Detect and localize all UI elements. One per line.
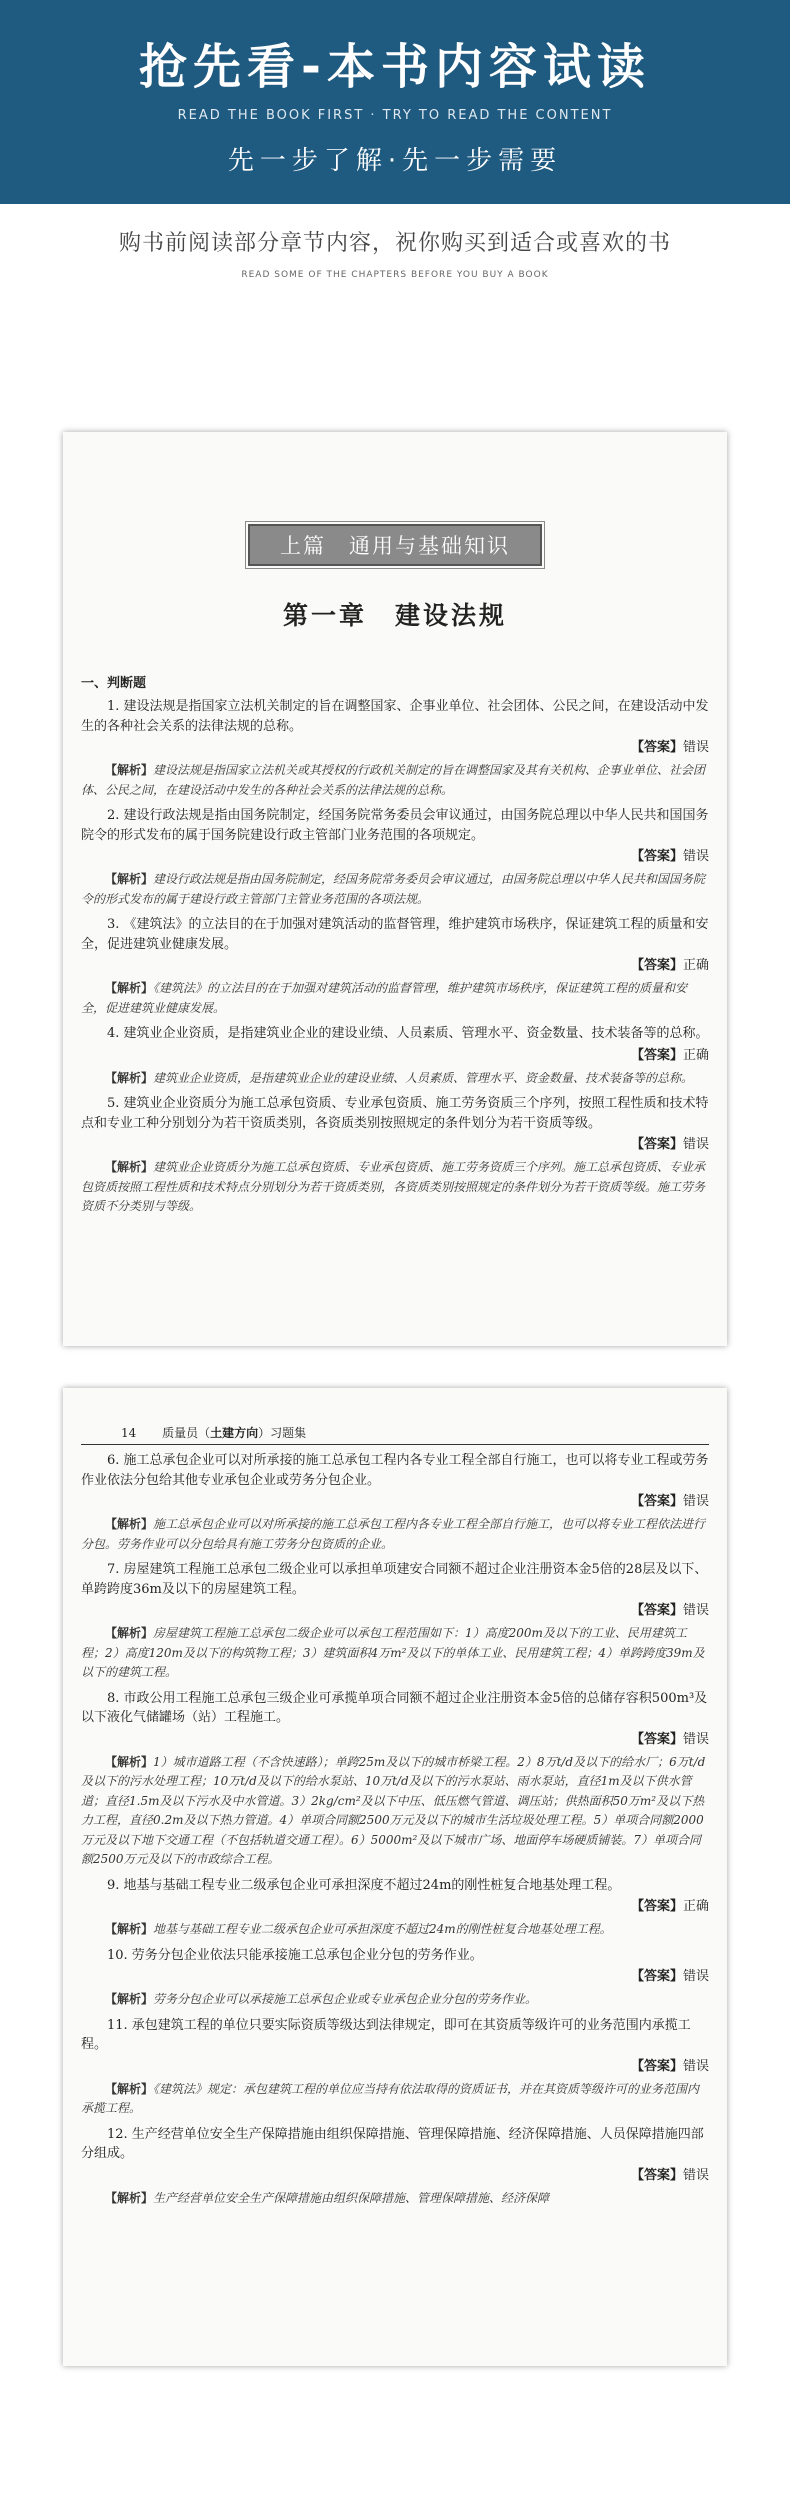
explanation-text: 《建筑法》的立法目的在于加强对建筑活动的监督管理，维护建筑市场秩序，保证建筑工程的质量和安全，促进建筑业健康发展。 [81,981,688,1015]
explanation-text: 房屋建筑工程施工总承包二级企业可以承包工程范围如下：1）高度200m及以下的工业、民用建筑工程；2）高度120m及以下的构筑物工程；3）建筑面积4万m²及以下的单体工业、民用建筑工程；4）单跨跨度39m及以下的建筑工程。 [81,1626,705,1679]
explanation-label: 【解析】 [105,1992,154,2006]
explanation-label: 【解析】 [105,1922,154,1936]
answer-line [81,1046,709,1065]
explanation-text: 建设法规是指国家立法机关或其授权的行政机关制定的旨在调整国家及其有关机构、企事业单位、社会团体、公民之间，在建设活动中发生的各种社会关系的法律法规的总称。 [81,763,706,797]
explanation [81,1515,709,1554]
question-text: 12. 生产经营单位安全生产保障措施由组织保障措施、管理保障措施、经济保障措施、人员保障措施四部分组成。 [81,2126,704,2161]
answer-label: 【答案】 [630,849,683,864]
question-text: 2. 建设行政法规是指由国务院制定，经国务院常务委员会审议通过，由国务院总理以中华人民共和国国务院令的形式发布的属于国务院建设行政主管部门业务范围的各项规定。 [81,808,709,843]
answer-line [81,1135,709,1154]
explanation-label: 【解析】 [105,1626,154,1640]
answer-label: 【答案】 [630,1047,683,1063]
answer-value: 错误 [682,1137,709,1152]
chapter-title: 第一章 建设法规 [282,601,507,630]
intro-text-en: READ SOME OF THE CHAPTERS BEFORE YOU BUY A BOOK [241,270,549,280]
answer-value: 正确 [682,1899,709,1914]
answer-value: 错误 [682,1603,709,1618]
answer-label: 【答案】 [630,1137,683,1152]
explanation-label: 【解析】 [105,872,154,886]
question-text: 5. 建筑业企业资质分为施工总承包资质、专业承包资质、施工劳务资质三个序列，按照工程性质和技术特点和专业工种分别划分为若干资质类别，各资质类别按照规定的条件划分为若干资质等级。 [81,1096,709,1131]
explanation-text: 建筑业企业资质，是指建筑业企业的建设业绩、人员素质、管理水平、资金数量、技术装备等的总称。 [153,1070,694,1085]
explanation [81,979,709,1018]
explanation [81,1624,709,1683]
explanation-text: 建筑业企业资质分为施工总承包资质、专业承包资质、施工劳务资质三个序列。施工总承包资质、专业承包资质按照工程性质和技术特点分别划分为若干资质类别，各资质类别按照规定的条件划分为若干资质等级。施工劳务资质不分类别与等级。 [81,1160,706,1213]
explanation-text: 施工总承包企业可以对所承接的施工总承包工程内各专业工程全部自行施工，也可以将专业工程依法进行分包。劳务作业可以分包给具有施工劳务分包资质的企业。 [81,1517,706,1551]
answer-value: 错误 [682,2058,709,2074]
question-text: 4. 建筑业企业资质，是指建筑业企业的建设业绩、人员素质、管理水平、资金数量、技术装备等的总称。 [107,1026,709,1041]
answer-line [81,1601,709,1620]
explanation [81,1158,709,1217]
book-page-1 [63,432,727,1346]
page-number: 14 [121,1426,137,1440]
question-text: 10. 劳务分包企业依法只能承接施工总承包企业分包的劳务作业。 [107,1947,483,1963]
answer-line [81,2166,709,2185]
explanation [81,1920,709,1940]
explanation [81,2189,709,2209]
question-list [81,1451,709,2208]
answer-label: 【答案】 [630,2167,683,2183]
explanation-text: 《建筑法》规定：承包建筑工程的单位应当持有依法取得的资质证书，并在其资质等级许可的业务范围内承揽工程。 [81,2081,700,2115]
explanation-text: 劳务分包企业可以承接施工总承包企业或专业承包企业分包的劳务作业。 [153,1992,538,2006]
answer-line [81,2057,709,2076]
banner-subtitle-en: READ THE BOOK FIRST · TRY TO READ THE CONTENT [177,108,613,123]
answer-label: 【答案】 [630,1899,683,1914]
banner-slogan: 先一步了解·先一步需要 [227,146,563,176]
answer-line [81,738,709,757]
book-title: 质量员（土建方向）习题集 [162,1426,307,1440]
answer-line [81,1967,709,1986]
book-page-2 [63,1388,727,2366]
answer-label: 【答案】 [630,958,683,973]
question-text: 11. 承包建筑工程的单位只要实际资质等级达到法律规定，即可在其资质等级许可的业务范围内承揽工程。 [81,2017,691,2052]
explanation-label: 【解析】 [105,1517,154,1531]
intro-text: 购书前阅读部分章节内容，祝你购买到适合或喜欢的书 [118,231,671,256]
explanation [81,1753,709,1870]
answer-label: 【答案】 [630,1494,683,1509]
part-title-wrap [81,524,709,566]
question-text: 8. 市政公用工程施工总承包三级企业可承揽单项合同额不超过企业注册资本金5倍的总储存容积500m³及以下液化气储罐场（站）工程施工。 [81,1690,708,1725]
explanation-label: 【解析】 [105,1070,154,1085]
explanation [81,1990,709,2010]
explanation-text: 1）城市道路工程（不含快速路）；单跨25m及以下的城市桥梁工程。2）8万t/d及以下的给水厂；6万t/d及以下的污水处理工程；10万t/d及以下的给水泵站、10万t/d及以下的污水泵站、雨水泵站，直径1m及以下供水管道；直径1.5m及以下污水及中水管道。3）2kg/cm²及以下中压、低压燃气管道、调压站；供热面积50万m²及以下热力工程，直径0.2m及以下热力管道。4）单项合同额2500万元及以下的城市生活垃圾处理工程。5）单项合同额2000万元及以下地下交通工程（不包括轨道交通工程）。6）5000m²及以下城市广场、地面停车场硬质铺装。7）单项合同额2500万元及以下的市政综合工程。 [81,1754,706,1866]
answer-value: 错误 [682,1494,709,1509]
answer-value: 错误 [682,2167,709,2183]
answer-value: 错误 [682,1969,709,1984]
explanation-text: 地基与基础工程专业二级承包企业可承担深度不超过24m的刚性桩复合地基处理工程。 [153,1922,612,1936]
explanation-label: 【解析】 [105,763,154,777]
explanation-label: 【解析】 [105,2190,154,2205]
answer-value: 错误 [682,1731,709,1747]
banner-title: 抢先看-本书内容试读 [139,39,651,95]
question-text: 7. 房屋建筑工程施工总承包二级企业可以承担单项建安合同额不超过企业注册资本金5倍的28层及以下、单跨跨度36m及以下的房屋建筑工程。 [81,1562,708,1597]
explanation-text: 生产经营单位安全生产保障措施由组织保障措施、管理保障措施、经济保障 [153,2190,550,2205]
answer-value: 正确 [682,1047,709,1063]
answer-label: 【答案】 [630,2058,683,2074]
question-text: 3. 《建筑法》的立法目的在于加强对建筑活动的监督管理，维护建筑市场秩序，保证建筑工程的质量和安全，促进建筑业健康发展。 [81,917,709,952]
explanation-label: 【解析】 [105,1160,154,1174]
question-text: 9. 地基与基础工程专业二级承包企业可承担深度不超过24m的刚性桩复合地基处理工程。 [107,1877,621,1893]
part-title: 上篇 通用与基础知识 [248,524,542,566]
section-title: 一、判断题 [81,676,147,691]
answer-line [81,956,709,975]
question-text: 1. 建设法规是指国家立法机关制定的旨在调整国家、企事业单位、社会团体、公民之间，在建设活动中发生的各种社会关系的法律法规的总称。 [81,699,709,734]
answer-line [81,847,709,866]
answer-line [81,1897,709,1916]
explanation [81,870,709,909]
answer-label: 【答案】 [630,1731,683,1747]
answer-value: 错误 [682,849,709,864]
explanation-label: 【解析】 [105,981,154,995]
explanation [81,761,709,800]
answer-value: 错误 [682,740,709,755]
question-text: 6. 施工总承包企业可以对所承接的施工总承包工程内各专业工程全部自行施工，也可以将专业工程或劳务作业依法分包给其他专业承包企业或劳务分包企业。 [81,1453,709,1488]
answer-label: 【答案】 [630,740,683,755]
answer-value: 正确 [682,958,709,973]
explanation-label: 【解析】 [105,1754,154,1769]
answer-line [81,1730,709,1749]
explanation-label: 【解析】 [105,2081,154,2096]
explanation [81,2080,709,2119]
question-list [81,697,709,1217]
answer-line [81,1492,709,1511]
banner [0,0,790,204]
answer-label: 【答案】 [630,1969,683,1984]
answer-label: 【答案】 [630,1603,683,1618]
running-header [81,1424,709,1445]
explanation-text: 建设行政法规是指由国务院制定，经国务院常务委员会审议通过，由国务院总理以中华人民共和国国务院令的形式发布的属于建设行政主管部门主管业务范围的各项法规。 [81,872,706,906]
explanation [81,1069,709,1089]
